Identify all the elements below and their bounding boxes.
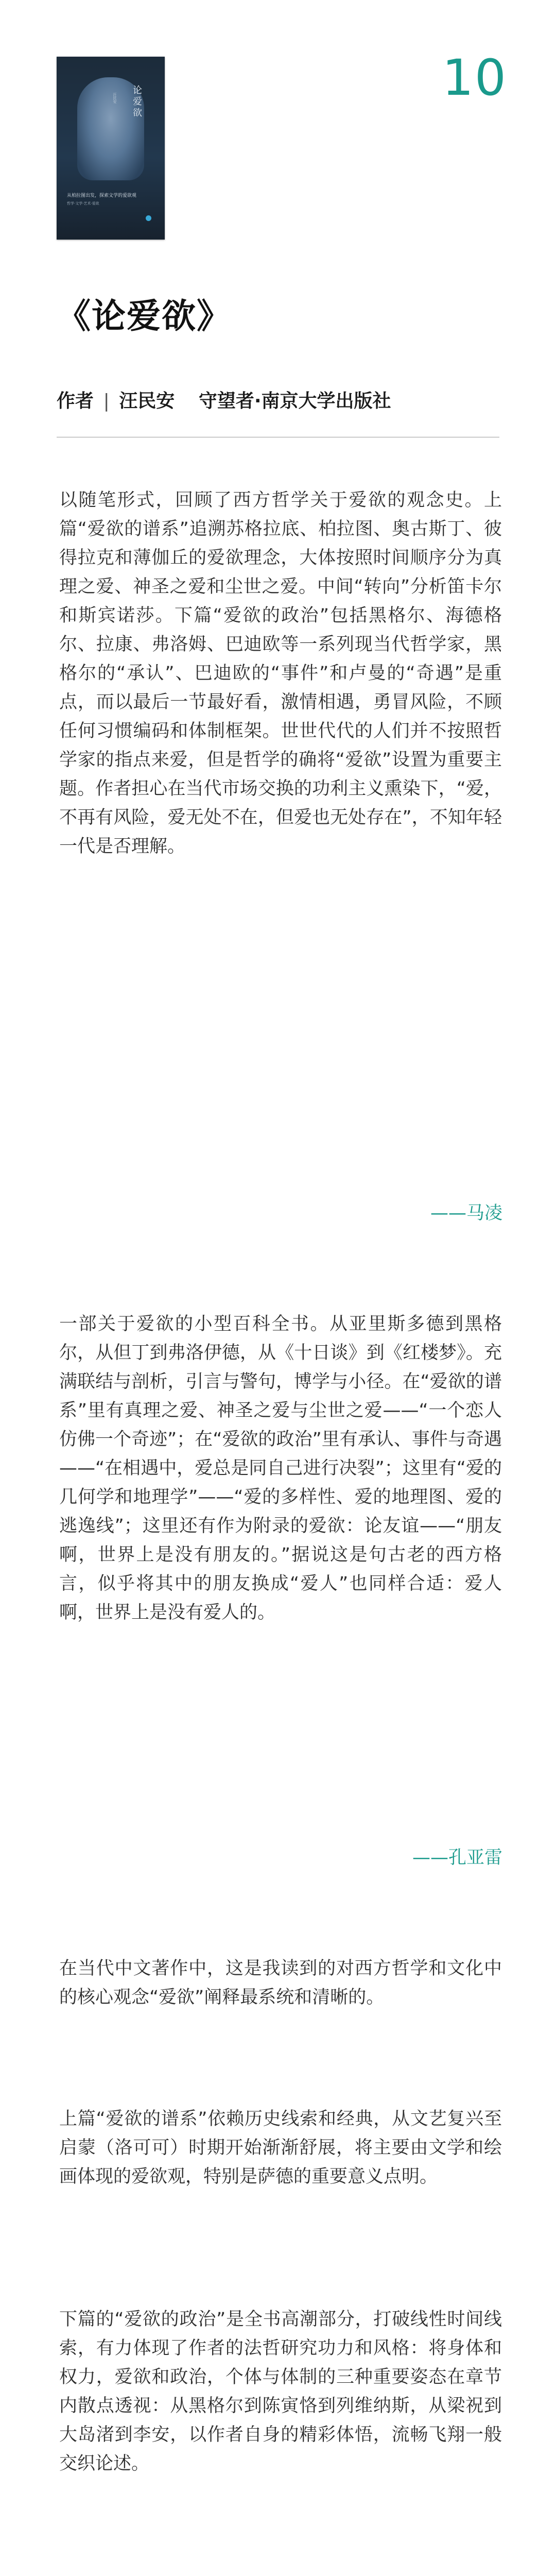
cover-logo-dot	[146, 215, 151, 221]
review-3-paragraph-1: 在当代中文著作中，这是我读到的对西方哲学和文化中的核心观念“爱欲”阐释最系统和清晰的。	[59, 1958, 502, 2008]
review-3-paragraph-3: 下篇的“爱欲的政治”是全书高潮部分，打破线性时间线索，有力体现了作者的法哲研究功力和风格：将身体和权力，爱欲和政治，个体与体制的三种重要姿态在章节内散点透视：从黑格尔到陈寅恪到列维纳斯，从梁祝到大岛渚到李安，以作者自身的精彩体悟，流畅飞翔一般交织论述。	[59, 2309, 502, 2474]
book-title: 《论爱欲》	[57, 296, 232, 336]
publisher-name: 守望者·南京大学出版社	[198, 391, 391, 412]
review-2-signature: ——孔亚雷	[412, 1848, 502, 1868]
review-2-paragraph: 一部关于爱欲的小型百科全书。从亚里斯多德到黑格尔，从但丁到弗洛伊德，从《十日谈》到《红楼梦》。充满联结与剖析，引言与警句，博学与小径。在“爱欲的谱系”里有真理之爱、神圣之爱与尘世之爱——“一个恋人仿佛一个奇迹”；在“爱欲的政治”里有承认、事件与奇遇——“在相遇中，爱总是同自己进行决裂”；这里有“爱的几何学和地理学”——“爱的多样性、爱的地理图、爱的逃逸线”；这里还有作为附录的爱欲：论友谊——“朋友啊，世界上是没有朋友的。”据说这是句古老的西方格言，似乎将其中的朋友换成“爱人”也同样合适：爱人啊，世界上是没有爱人的。	[59, 1314, 502, 1623]
header	[0, 0, 556, 242]
separator: |	[103, 391, 110, 412]
cover-title: 论爱欲	[131, 85, 142, 119]
review-3-paragraph-2: 上篇“爱欲的谱系”依赖历史线索和经典，从文艺复兴至启蒙（洛可可）时期开始渐渐舒展，将主要由文学和绘画体现的爱欲观，特别是萨德的重要意义点明。	[59, 2109, 502, 2187]
item-number: 10	[442, 49, 507, 107]
book-cover-image	[57, 57, 165, 240]
author-name: 汪民安	[119, 391, 175, 412]
review-1-signature: ——马凌	[430, 1203, 502, 1224]
cover-tagline: 从柏拉图出发，探索文学的爱欲观	[67, 193, 137, 198]
author-publisher-line	[57, 386, 391, 413]
author-label: 作者	[57, 391, 94, 412]
cover-subline: 哲学·文学·艺术·爱欲	[67, 201, 99, 206]
cover-author: 汪民安	[113, 93, 117, 104]
review-1-paragraph: 以随笔形式，回顾了西方哲学关于爱欲的观念史。上篇“爱欲的谱系”追溯苏格拉底、柏拉图、奥古斯丁、彼得拉克和薄伽丘的爱欲理念，大体按照时间顺序分为真理之爱、神圣之爱和尘世之爱。中间“转向”分析笛卡尔和斯宾诺莎。下篇“爱欲的政治”包括黑格尔、海德格尔、拉康、弗洛姆、巴迪欧等一系列现当代哲学家，黑格尔的“承认”、巴迪欧的“事件”和卢曼的“奇遇”是重点，而以最后一节最好看，激情相遇，勇冒风险，不顾任何习惯编码和体制框架。世世代代的人们并不按照哲学家的指点来爱，但是哲学的确将“爱欲”设置为重要主题。作者担心在当代市场交换的功利主义熏染下，“爱，不再有风险，爱无处不在，但爱也无处存在”，不知年轻一代是否理解。	[59, 490, 502, 857]
